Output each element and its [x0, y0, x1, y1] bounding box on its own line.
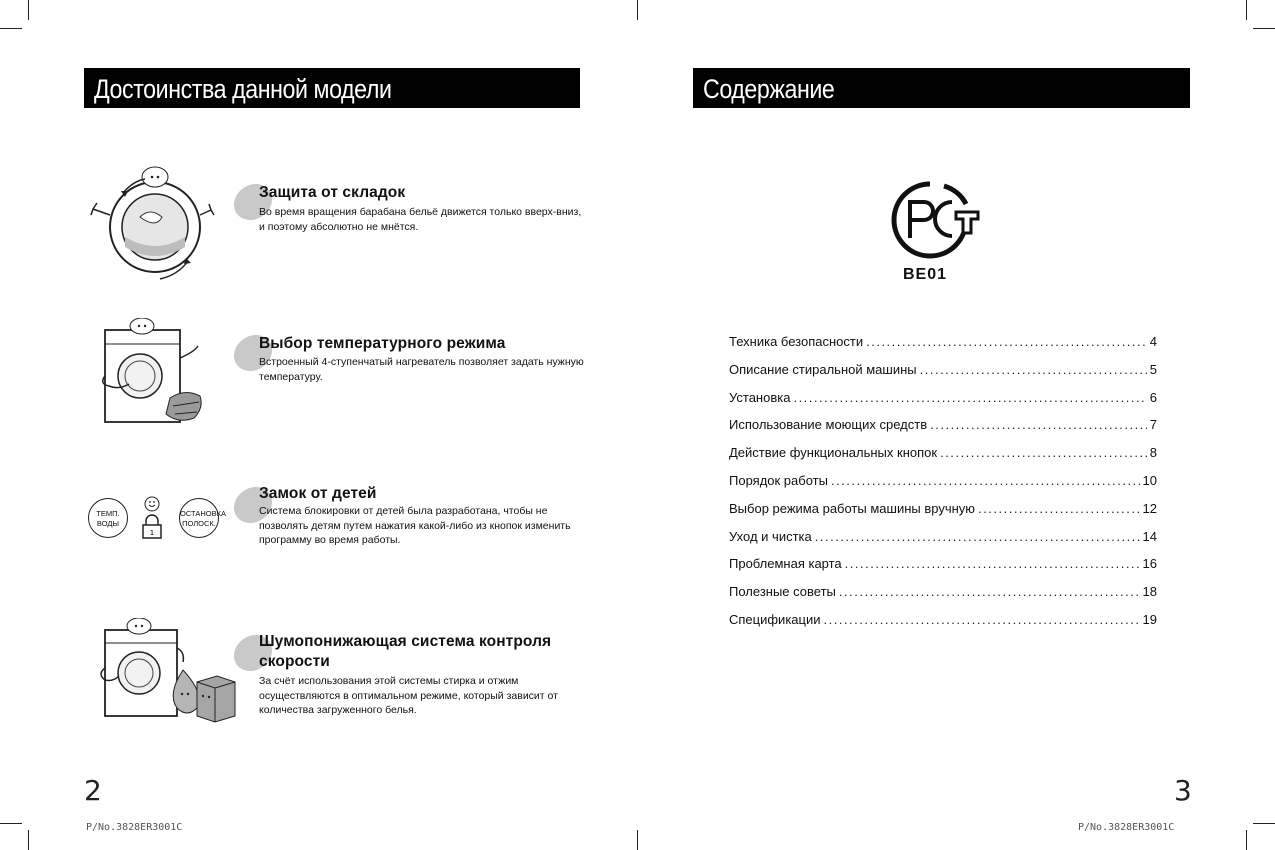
toc-leader: [866, 334, 1147, 349]
feature-anti-crease: [85, 165, 585, 285]
feature-description: Встроенный 4-ступенчатый нагреватель позволяет задать нужную температуру.: [259, 356, 584, 383]
crop-mark: [0, 28, 22, 29]
toc-item-title: Установка: [729, 389, 791, 405]
left-page-number: 2: [84, 774, 102, 807]
temp-button-label-1: ТЕМП.: [96, 509, 120, 518]
toc-item-title: Действие функциональных кнопок: [729, 445, 938, 461]
stop-button-label-1: ОСТАНОВКА: [180, 509, 226, 518]
toc-item-title: Использование моющих средств: [729, 417, 928, 433]
toc-leader: [839, 584, 1140, 599]
left-page-header-text: Достоинства данной модели: [94, 74, 392, 104]
toc-item-page: 14: [1142, 528, 1157, 544]
feature-title: Замок от детей: [259, 485, 377, 502]
toc-item-page: 16: [1142, 556, 1157, 572]
toc-item-page: 5: [1149, 361, 1157, 377]
svg-text:1: 1: [149, 529, 155, 537]
toc-item-page: 12: [1142, 500, 1157, 516]
right-part-number: P/No.3828ER3001C: [1078, 822, 1175, 833]
toc-leader: [978, 501, 1140, 516]
toc-item[interactable]: [729, 390, 1157, 418]
toc-item-page: 7: [1149, 417, 1157, 433]
toc-leader: [815, 529, 1140, 544]
crop-mark: [1246, 830, 1247, 850]
stop-rinse-button-icon: [179, 498, 226, 538]
toc-leader: [930, 417, 1147, 432]
crop-mark: [1253, 823, 1275, 824]
toc-item-title: Уход и чистка: [729, 528, 812, 544]
feature-noise-reduction: [85, 618, 585, 733]
toc-item[interactable]: [729, 445, 1157, 473]
right-page-header: [693, 68, 1190, 108]
toc-leader: [845, 556, 1140, 571]
right-page-number: 3: [1174, 774, 1192, 807]
feature-temperature: [85, 318, 585, 433]
toc-item[interactable]: [729, 612, 1157, 640]
feature-title: Шумопонижающая система контроля скорости: [259, 633, 552, 670]
certification-mark-icon: [886, 180, 982, 260]
toc-item[interactable]: [729, 529, 1157, 557]
toc-item-title: Порядок работы: [729, 472, 828, 488]
crop-mark: [0, 823, 22, 824]
toc-leader: [793, 390, 1146, 405]
toc-item[interactable]: [729, 417, 1157, 445]
toc-item-title: Спецификации: [729, 611, 821, 627]
toc-item-title: Техника безопасности: [729, 334, 864, 349]
crop-mark: [28, 830, 29, 850]
temp-water-button-icon: [88, 498, 128, 538]
toc-item-page: 18: [1142, 584, 1157, 600]
toc-item[interactable]: [729, 362, 1157, 390]
crop-mark: [1253, 28, 1275, 29]
table-of-contents: [729, 334, 1157, 640]
crop-mark: [28, 0, 29, 20]
crop-mark: [1246, 0, 1247, 20]
toc-leader: [940, 445, 1147, 460]
toc-item-title: Выбор режима работы машины вручную: [729, 500, 976, 516]
toc-item[interactable]: [729, 501, 1157, 529]
stop-button-label-2: ПОЛОСК.: [182, 519, 216, 528]
toc-item-page: 8: [1149, 445, 1157, 461]
toc-item[interactable]: [729, 473, 1157, 501]
lock-icon: [135, 494, 175, 544]
certification-code: BE01: [903, 266, 948, 283]
toc-leader: [831, 473, 1140, 488]
feature-description: Во время вращения барабана бельё движется только вверх-вниз, и поэтому абсолютно не мнётся.: [259, 206, 582, 233]
toc-item-title: Проблемная карта: [729, 556, 842, 572]
feature-title: Выбор температурного режима: [259, 335, 506, 352]
toc-leader: [920, 362, 1147, 377]
washer-with-clothes-icon: [85, 318, 215, 433]
washing-drum-character-icon: [85, 165, 215, 285]
washer-with-characters-icon: [85, 618, 245, 728]
feature-description: Система блокировки от детей была разработана, чтобы не позволять детям путем нажатия какой-либо из кнопок изменить программу во время работы.: [259, 505, 571, 546]
feature-title: Защита от складок: [259, 184, 406, 201]
toc-item-page: 10: [1142, 472, 1157, 488]
toc-item[interactable]: [729, 584, 1157, 612]
right-page-header-text: Содержание: [703, 74, 835, 104]
toc-item-page: 19: [1142, 611, 1157, 627]
crop-mark: [637, 0, 638, 20]
temp-button-label-2: ВОДЫ: [96, 519, 120, 528]
feature-description: За счёт использования этой системы стирка и отжим осуществляются в оптимальном режиме, который зависит от количества загруженного белья.: [259, 675, 558, 716]
toc-item-page: 6: [1149, 389, 1157, 405]
toc-leader: [824, 612, 1140, 627]
feature-child-lock: [85, 470, 585, 560]
left-page-header: [84, 68, 580, 108]
left-part-number: P/No.3828ER3001C: [86, 822, 183, 833]
toc-item-title: Описание стиральной машины: [729, 361, 917, 377]
crop-mark: [637, 830, 638, 850]
toc-item-page: 4: [1149, 334, 1157, 349]
toc-item[interactable]: [729, 556, 1157, 584]
toc-item-title: Полезные советы: [729, 584, 836, 600]
toc-item[interactable]: [729, 334, 1157, 362]
